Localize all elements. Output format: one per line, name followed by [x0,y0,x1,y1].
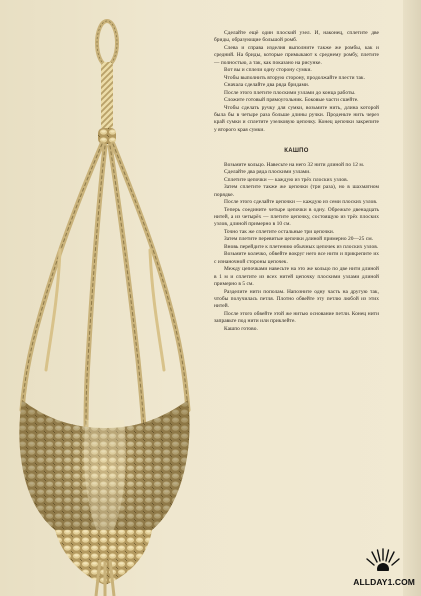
paragraph: После этого сделайте цепочки — каждую из семи плоских узлов. [224,199,378,206]
paragraph: Чтобы сделать ручку для сумки, возьмите нить, длина которой была бы в четыре раза больше длины ручки. Проденьте нить через край сумки и сплетите узелковую цепочку. Конец цепочки закрепите у второго края сумки. [214,104,379,133]
page-edge-shadow [403,0,421,596]
section-heading-kashpo: КАШПО [284,148,309,155]
watermark-text: ALLDAY1.COM [353,577,415,587]
sun-logo-icon [365,547,401,571]
macrame-basket [19,400,189,596]
paragraph: Сделайте два ряда плоскими узлами. [224,169,311,176]
macrame-plant-hanger-photo [0,0,205,596]
paragraph: Затем плетите перевитые цепочки длиной примерно 20—25 см. [224,236,374,243]
paragraph: Сложите готовый прямоугольник. Боковые части сшейте. [224,97,359,104]
paragraph: Чтобы выполнить вторую сторону, продолжайте плести так. [224,74,365,81]
paragraph: Сначала сделайте два ряда бридами. [224,82,310,89]
kashpo-instructions [214,162,379,333]
paragraph: Разделите нити пополам. Напозните одну часть на другую так, чтобы получилась петля. Плотно обвейте эту петлю любой из этих нитей. [214,288,379,310]
hanging-ring-icon [97,21,117,144]
instruction-text-column [214,30,379,333]
paragraph: Между цепочками навесьте на это же кольцо по две нити длиной в 1 м и сплетите из всех нитей цепочку плоскими узлами длиной примерно в 5 см. [214,266,379,288]
paragraph: Слева и справа изделия выполните также же ромбы, как и средний. На бриды, которые примыкают к среднему ромбу, плетите — полностью, а так, как показано на рисунке. [214,44,379,66]
paragraph: Теперь соедините четыре цепочки в одну. Обрежьте двенадцать нитей, а из четырёх — плетите цепочку, состоящую из трёх плоских узлов, длиной примерно в 10 см. [214,206,379,228]
paragraph: Затем сплетите также же цепочки (три раза), но в шахматном порядке. [214,184,379,198]
bag-instructions [214,30,379,134]
paragraph: Сплетите цепочки — каждую из трёх плоских узлов. [224,176,349,183]
paragraph: Сделайте ещё один плоский узел. И, наконец, сплетите две бриды, образующие большой ромб. [214,30,379,44]
paragraph: После этого обвейте этой же нитью основание петли. Конец нити заправьте под нити или приклейте. [214,310,379,325]
paragraph: Возьмите колечко, обвейте вокруг него все нити и прикрепите их с изнаночной стороны цепочек. [214,251,379,265]
watermark-logo [351,547,415,587]
paragraph: Точно так же сплетите остальные три цепочки. [224,228,335,235]
macrame-cords [22,144,188,430]
paragraph: Возьмите кольцо. Навесьте на него 32 нити длиной по 12 м. [224,161,365,168]
paragraph: Вновь перейдите к плетению обычных цепочек из плоских узлов. [224,243,379,250]
paragraph: После этого плетите плоскими узлами до конца работы. [224,89,356,96]
paragraph: Вот вы и сплели одну сторону сумки. [224,67,312,74]
paragraph: Кашпо готово. [224,325,258,332]
